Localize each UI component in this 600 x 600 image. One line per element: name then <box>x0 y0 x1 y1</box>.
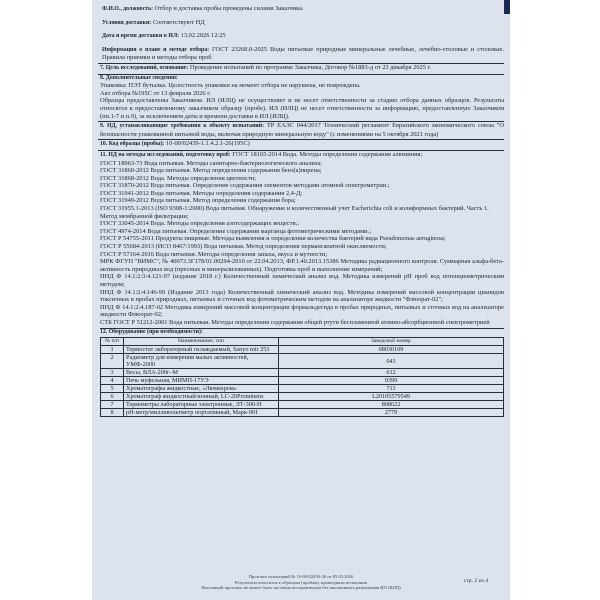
section-12-label: 12. Оборудование (при необходимости): <box>100 328 203 335</box>
section-9-value: ТР ЕАЭС 044/2017 Технический регламент Евразийского экономического союза "О безопасности упакованной питьевой воды, включая природную минеральную воду" (с изменениями на 5 октября 2021 года) <box>100 122 504 138</box>
section-9-label: 9. НД, устанавливающие требования к объекту испытаний: <box>100 123 265 130</box>
sampling-info-label: Информация о плане и методе отбора: <box>102 46 210 53</box>
method-item: ГОСТ 31868-2012 Вода. Методы определения цветности; <box>100 174 257 182</box>
method-item: ГОСТ 18165-2014 Вода. Методы определения содержания алюминия; <box>232 150 423 158</box>
method-item: ГОСТ 33045-2014 Вода. Методы определения азотсодержащих веществ.; <box>100 220 299 228</box>
table-row <box>101 401 504 409</box>
section-11-label: 11. НД на методы исследований, подготовку проб: <box>100 151 231 158</box>
col-number: № п/п <box>101 338 124 346</box>
row-number: 5 <box>101 385 124 393</box>
section-10-label: 10. Код образца (пробы): <box>100 141 165 148</box>
row-number: 1 <box>101 346 124 354</box>
col-serial: Заводской номер <box>279 338 504 346</box>
section-8-line: Образцы предоставлены Заказчиком. ИЛ (ИЛЦ) не осуществляет и не несет ответственности за стадию отбора данных образцов. Результаты относятся к предоставленному заказчиком образцу (пробе). ИЛ (ИЛЦ) не несет ответственности за информацию, предоставленную Заказчиком (пп.1-7 и п.9), за исключением даты и времени доставки в ИЛ (ИЛЦ). <box>100 97 504 120</box>
row-number: 2 <box>101 354 124 369</box>
fio-label: Ф.И.О., должность: <box>102 6 154 12</box>
footer-protocol-number: Протокол испытаний № 10-00/02439-26 от 05.03.2026 <box>248 574 354 579</box>
delivery-date-line <box>98 32 504 41</box>
sample-code: 10-00/02439-1.1.4.2.1-26(195С) <box>165 140 250 148</box>
table-row <box>101 354 504 369</box>
method-item: ГОСТ 31870-2012 Вода питьевая. Определение содержания элементов методами атомной спектрометрии.; <box>100 182 390 190</box>
serial-number: 043 <box>279 354 504 369</box>
row-number: 7 <box>101 401 124 409</box>
table-row <box>101 377 504 385</box>
section-7 <box>98 64 504 75</box>
fio-line <box>98 5 504 14</box>
serial-number: 0399 <box>279 377 504 385</box>
method-item: ГОСТ 18963-73 Вода питьевая. Методы санитарно-бактериологического анализа; <box>100 159 322 167</box>
method-item: ПНД Ф 14.1:2:3:4.121-97 (издание 2018 г.) Количественный химический анализ вод. Методика измерений рН проб вод потенциометрическим методом; <box>100 273 504 288</box>
method-item: ПНД Ф 14.1:2:4.146-99 (Издание 2013 года) Количественный химический анализ вод. Методика измерений массовой концентрации цианидов токсичных в пробах природных, питьевых и сточных вод фотометрическим методом на анализаторе жидкости "Флюорат-02"; <box>100 288 504 304</box>
delivery-date-label: Дата и время доставки в ИЛ: <box>102 33 180 40</box>
method-item: ГОСТ 31949-2012 Вода питьевая. Метод определения содержания бора; <box>100 197 296 205</box>
method-item: ГОСТ Р 55684-2013 (ИСО 8467:1993) Вода питьевая. Метод определения перманганатной окисляемости; <box>100 243 387 251</box>
equipment-name: Весы, ВЛА-200г–М <box>124 369 279 377</box>
method-item: ГОСТ Р 57164-2016 Вода питьевая. Методы определения запаха, вкуса и мутности; <box>100 250 328 258</box>
equipment-name: Хроматографы жидкостные, «Люмахром» <box>124 385 279 393</box>
section-8-line: Упаковка: ПЭТ бутылка. Целостность упаковки на момент отбора не нарушена, не повреждена. <box>100 82 361 90</box>
serial-number: 612 <box>279 369 504 377</box>
method-item: ГОСТ 4974-2014 Вода питьевая. Определение содержания марганца фотометрическими методами.; <box>100 227 371 235</box>
row-number: 4 <box>101 377 124 385</box>
equipment-name: Термометры лабораторные электронные, ЛТ-300-Н <box>124 401 279 409</box>
table-row <box>101 369 504 377</box>
page-footer <box>92 574 510 591</box>
page-corner-shadow <box>504 0 510 14</box>
table-row <box>101 409 504 417</box>
method-item: СТБ ГОСТ Р 51212-2001 Вода питьевая. Методы определения содержания общей ртути беспламенной атомно-абсорбционной спектрометрией <box>100 319 504 329</box>
method-item: ГОСТ 31941-2012 Вода питьевая. Методы определения содержания 2,4-Д; <box>100 189 303 197</box>
section-12 <box>98 329 504 418</box>
section-10 <box>98 140 504 151</box>
serial-number: 08030109 <box>279 346 504 354</box>
delivery-conditions-label: Условия доставки: <box>102 19 152 26</box>
table-row <box>101 346 504 354</box>
serial-number: 713 <box>279 385 504 393</box>
method-item: ГОСТ Р 54755-2011 Продукты пищевые. Методы выявления и определения количества бактерий вида Pseudomonas aeruginosa; <box>100 235 446 243</box>
table-row <box>101 385 504 393</box>
row-number: 6 <box>101 393 124 401</box>
section-11 <box>98 151 504 329</box>
method-item: ПНД Ф 14.1:2:4.187-02 Методика измерений массовой концентрации формальдегида в пробах природных, питьевых и сточных вод на анализаторе жидкости Флюорат-02; <box>100 303 504 319</box>
section-9 <box>98 122 504 140</box>
equipment-name: рН-метр/милливольтметр портативный, Марк-901 <box>124 409 279 417</box>
document-page <box>92 0 510 600</box>
table-row <box>101 393 504 401</box>
footer-results-note: Результаты относятся к образцам (пробам), прошедшим испытания <box>234 579 367 585</box>
method-item: МРК ФГУП "ВИМС", № 40073.3Г178/01.00294-2010 от 22.04.2013, ФР.1.40.2013.15386 Методика радиационного контроля. Суммарная альфа-бета-активность природных вод (пресных и минерализованных). Подготовка проб и выполнение измерений; <box>100 258 504 273</box>
equipment-name: Печь муфельная, МИМП-17УЭ <box>124 377 279 385</box>
page-number: стр. 2 из 4 <box>463 578 488 584</box>
method-item: ГОСТ 31860-2012 Вода питьевая. Метод определения содержания бенз(а)пирена; <box>100 167 322 175</box>
section-8-line: Акт отбора №195С от 13 февраля 2026 г. <box>100 89 211 97</box>
serial-number: 808622 <box>279 401 504 409</box>
serial-number: L20105579549 <box>279 393 504 401</box>
fio-value: Отбор и доставка пробы проведены силами Заказчика. <box>154 5 304 12</box>
sampling-info-value: ГОСТ 23268.0-2025 Воды питьевые природные минеральные лечебные, лечебно-столовые и столовые. Правила приемки и методы отбора проб <box>102 45 504 62</box>
table-header-row <box>101 338 504 346</box>
row-number: 3 <box>101 369 124 377</box>
sampling-info-line <box>98 46 504 64</box>
method-item: ГОСТ 31955.1-2013 (ISO 9308-1:2000) Вода питьевая. Обнаружение и количественный учет Escherichia coli и колиформных бактерий. Часть 1. Метод мембранной фильтрации; <box>100 205 489 220</box>
row-number: 8 <box>101 409 124 417</box>
equipment-table <box>100 337 504 417</box>
section-7-value: Проведение испытаний по программе Заказчика, Договор №1883-д от 23 декабря 2025 г. <box>189 63 432 71</box>
equipment-name: Радиометр для измерения малых активностей, УМФ-2000 <box>124 354 279 369</box>
equipment-name: Термостат лабораторный охлаждаемый, Sanyo mir 253 <box>124 346 279 354</box>
section-8 <box>98 75 504 123</box>
footer-reproduction-note: Настоящий протокол не может быть частично воспроизведен без письменного разрешения ИЛ (ИЛЦ) <box>201 585 401 591</box>
col-name: Наименование, тип <box>124 338 279 346</box>
equipment-name: Хроматограф жидкостный/ионный, LC-20Prominens <box>124 393 279 401</box>
delivery-conditions-line <box>98 19 504 28</box>
serial-number: 2779 <box>279 409 504 417</box>
section-8-label: 8. Дополнительные сведения: <box>100 74 178 81</box>
delivery-conditions-value: Соответствуют НД <box>152 18 205 26</box>
delivery-date-value: 13.02.2026 12:25 <box>180 32 226 40</box>
section-7-label: 7. Цель исследований, основание: <box>100 64 189 71</box>
